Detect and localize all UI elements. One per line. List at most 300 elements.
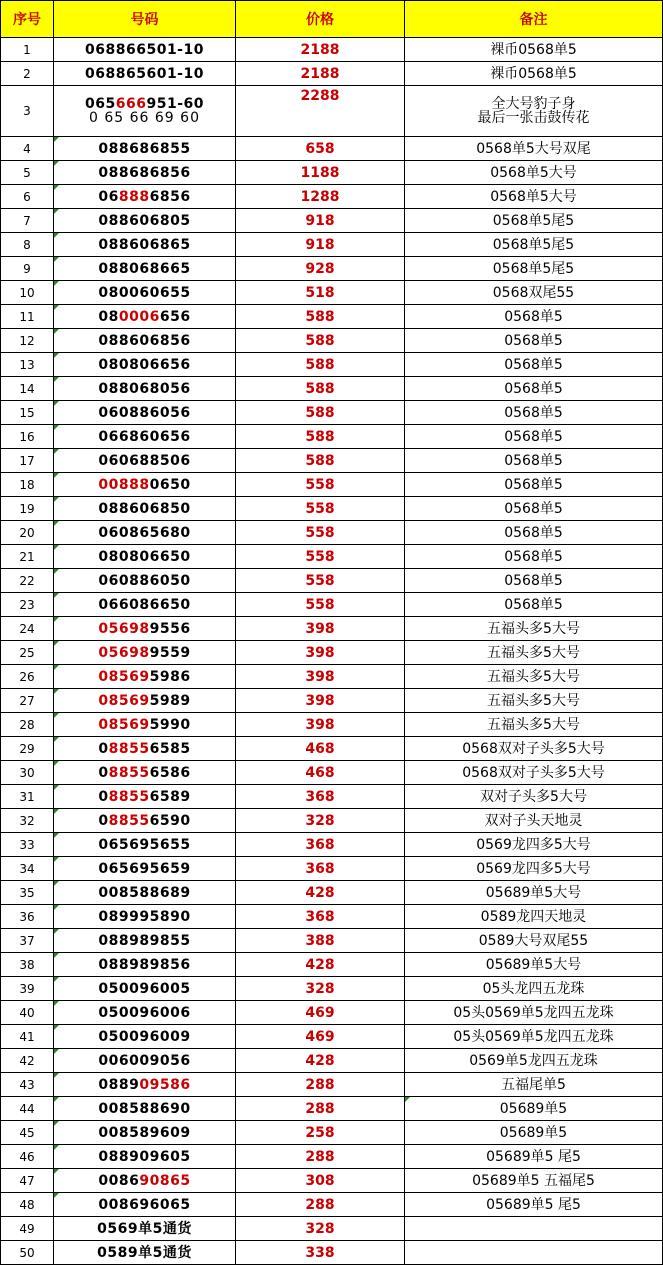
number-text [54, 550, 235, 564]
row-number [54, 137, 236, 161]
row-price: 469 [236, 1001, 405, 1025]
row-seq: 46 [1, 1145, 54, 1169]
number-segment: 6589 [149, 788, 191, 805]
row-seq: 47 [1, 1169, 54, 1193]
row-note [405, 281, 663, 305]
number-text [54, 958, 235, 972]
row-seq: 41 [1, 1025, 54, 1049]
row-number [54, 737, 236, 761]
row-price: 2188 [236, 38, 405, 62]
number-segment: 050096005 [98, 980, 191, 997]
number-segment: 060865680 [98, 524, 191, 541]
number-highlight: 08569 [98, 716, 150, 733]
row-number [54, 929, 236, 953]
note-text: 05689单5大号 [485, 884, 582, 901]
note-text: 0568单5尾5 [492, 260, 575, 277]
table-row [1, 785, 663, 809]
row-note [405, 641, 663, 665]
row-seq: 14 [1, 377, 54, 401]
row-seq: 18 [1, 473, 54, 497]
row-note [405, 1217, 663, 1241]
row-number [54, 1097, 236, 1121]
row-price: 2188 [236, 62, 405, 86]
table-row [1, 38, 663, 62]
comment-marker-icon [54, 545, 59, 550]
number-segment: 088606856 [98, 332, 191, 349]
note-text: 0589大号双尾55 [478, 932, 589, 949]
number-segment: 008589609 [98, 1124, 191, 1141]
row-price: 558 [236, 473, 405, 497]
number-segment: 088606805 [98, 212, 191, 229]
number-segment: 088606850 [98, 500, 191, 517]
number-segment: 050096006 [98, 1004, 191, 1021]
table-row [1, 857, 663, 881]
number-highlight: 05698 [98, 644, 150, 661]
note-text: 0569单5龙四五龙珠 [469, 1052, 598, 1069]
number-text [54, 1222, 235, 1236]
number-text [54, 838, 235, 852]
row-number [54, 881, 236, 905]
number-text [54, 1078, 235, 1092]
number-segment: 5990 [149, 716, 191, 733]
number-highlight: 05698 [98, 620, 150, 637]
row-note [405, 209, 663, 233]
number-highlight: 0006 [118, 308, 160, 325]
row-seq: 5 [1, 161, 54, 185]
row-number [54, 1193, 236, 1217]
note-text: 0568单5 [504, 524, 563, 541]
row-note [405, 1145, 663, 1169]
comment-marker-icon [54, 1049, 59, 1054]
table-row [1, 137, 663, 161]
number-segment: 008588690 [98, 1100, 191, 1117]
number-text [54, 526, 235, 540]
row-number [54, 1217, 236, 1241]
row-price: 658 [236, 137, 405, 161]
row-number [54, 62, 236, 86]
table-body [1, 38, 663, 1265]
note-text: 05头0569单5龙四五龙珠 [453, 1004, 614, 1021]
number-segment: 060688506 [98, 452, 191, 469]
row-price: 469 [236, 1025, 405, 1049]
table-row [1, 1169, 663, 1193]
row-note [405, 1241, 663, 1265]
row-number [54, 641, 236, 665]
header-number: 号码 [54, 1, 236, 38]
table-row [1, 809, 663, 833]
number-text [54, 766, 235, 780]
row-seq: 21 [1, 545, 54, 569]
row-number [54, 1073, 236, 1097]
note-text: 0589龙四天地灵 [480, 908, 587, 925]
row-price: 2288 [236, 86, 405, 137]
number-text [54, 622, 235, 636]
number-text [54, 1030, 235, 1044]
number-segment: 088989856 [98, 956, 191, 973]
table-row [1, 257, 663, 281]
comment-marker-icon [405, 1097, 410, 1102]
row-number [54, 305, 236, 329]
row-seq: 7 [1, 209, 54, 233]
row-seq: 17 [1, 449, 54, 473]
note-text: 0568单5尾5 [492, 212, 575, 229]
row-price: 558 [236, 593, 405, 617]
row-note [405, 1025, 663, 1049]
row-note [405, 137, 663, 161]
number-text [54, 1006, 235, 1020]
row-price: 588 [236, 377, 405, 401]
comment-marker-icon [54, 665, 59, 670]
row-number [54, 377, 236, 401]
comment-marker-icon [54, 497, 59, 502]
comment-marker-icon [54, 929, 59, 934]
row-price: 428 [236, 881, 405, 905]
number-text [54, 334, 235, 348]
comment-marker-icon [54, 305, 59, 310]
row-seq: 1 [1, 38, 54, 62]
note-text: 0568单5大号 [490, 164, 577, 181]
number-text [54, 598, 235, 612]
row-seq: 26 [1, 665, 54, 689]
row-seq: 13 [1, 353, 54, 377]
row-seq: 44 [1, 1097, 54, 1121]
table-row [1, 1097, 663, 1121]
row-number [54, 761, 236, 785]
row-seq: 33 [1, 833, 54, 857]
row-price: 398 [236, 617, 405, 641]
comment-marker-icon [54, 857, 59, 862]
number-text [54, 1198, 235, 1212]
number-segment: 0889 [98, 1076, 140, 1093]
number-segment: 060886056 [98, 404, 191, 421]
table-row [1, 62, 663, 86]
comment-marker-icon [54, 449, 59, 454]
row-number [54, 1121, 236, 1145]
note-text: 双对子头多5大号 [480, 788, 587, 805]
row-number [54, 857, 236, 881]
row-price: 428 [236, 1049, 405, 1073]
table-row [1, 713, 663, 737]
note-text: 0568单5 [504, 428, 563, 445]
row-price: 288 [236, 1193, 405, 1217]
row-note [405, 953, 663, 977]
note-text: 裸币0568单5 [490, 41, 577, 58]
note-text: 五福头多5大号 [487, 716, 580, 733]
table-row [1, 377, 663, 401]
table-row [1, 1193, 663, 1217]
row-price: 558 [236, 569, 405, 593]
row-seq: 28 [1, 713, 54, 737]
number-text [54, 718, 235, 732]
comment-marker-icon [54, 977, 59, 982]
header-price: 价格 [236, 1, 405, 38]
row-seq: 15 [1, 401, 54, 425]
number-text [54, 790, 235, 804]
comment-marker-icon [54, 353, 59, 358]
row-seq: 43 [1, 1073, 54, 1097]
row-price: 428 [236, 953, 405, 977]
number-segment: 008696065 [98, 1196, 191, 1213]
row-number [54, 809, 236, 833]
row-price: 398 [236, 713, 405, 737]
note-text: 五福尾单5 [501, 1076, 566, 1093]
row-price: 328 [236, 1217, 405, 1241]
row-number [54, 1169, 236, 1193]
row-price: 588 [236, 329, 405, 353]
row-number [54, 401, 236, 425]
row-seq: 40 [1, 1001, 54, 1025]
number-segment: 06 [98, 188, 119, 205]
row-number [54, 473, 236, 497]
number-segment: 0 [98, 812, 109, 829]
row-number [54, 497, 236, 521]
comment-marker-icon [54, 281, 59, 286]
row-number [54, 161, 236, 185]
comment-marker-icon [54, 713, 59, 718]
number-text [54, 67, 235, 81]
row-seq: 50 [1, 1241, 54, 1265]
row-price: 588 [236, 425, 405, 449]
table-row [1, 329, 663, 353]
row-seq: 34 [1, 857, 54, 881]
comment-marker-icon [54, 377, 59, 382]
number-text [54, 670, 235, 684]
row-note [405, 1169, 663, 1193]
row-seq: 11 [1, 305, 54, 329]
row-number [54, 185, 236, 209]
number-text [54, 142, 235, 156]
note-text: 全大号豹子身 [491, 96, 576, 112]
table-row [1, 353, 663, 377]
note-text: 05689单5 尾5 [486, 1196, 581, 1213]
row-price: 388 [236, 929, 405, 953]
number-text [54, 574, 235, 588]
number-segment: 068866501-10 [85, 41, 204, 58]
row-price: 1188 [236, 161, 405, 185]
comment-marker-icon [54, 569, 59, 574]
comment-marker-icon [54, 953, 59, 958]
row-number [54, 1025, 236, 1049]
comment-marker-icon [54, 257, 59, 262]
table-row [1, 1217, 663, 1241]
table-row [1, 401, 663, 425]
number-highlight: 888 [118, 188, 150, 205]
row-number [54, 209, 236, 233]
number-highlight: 90865 [139, 1172, 191, 1189]
comment-marker-icon [54, 161, 59, 166]
number-segment: 5989 [149, 692, 191, 709]
row-price: 258 [236, 1121, 405, 1145]
note-text: 0569龙四多5大号 [476, 860, 591, 877]
number-spaced-text: 0 65 66 69 60 [89, 110, 200, 126]
note-text: 0568双尾55 [492, 284, 575, 301]
row-note [405, 329, 663, 353]
row-price: 328 [236, 809, 405, 833]
row-number [54, 281, 236, 305]
row-note [405, 497, 663, 521]
row-note [405, 1073, 663, 1097]
table-row [1, 497, 663, 521]
row-number [54, 665, 236, 689]
row-price: 288 [236, 1145, 405, 1169]
number-segment: 6585 [149, 740, 191, 757]
row-note [405, 161, 663, 185]
row-seq: 45 [1, 1121, 54, 1145]
number-segment: 088606865 [98, 236, 191, 253]
number-segment: 089995890 [98, 908, 191, 925]
number-text [54, 1174, 235, 1188]
comment-marker-icon [54, 521, 59, 526]
number-segment: 088068665 [98, 260, 191, 277]
row-price: 328 [236, 977, 405, 1001]
row-seq: 20 [1, 521, 54, 545]
row-seq: 25 [1, 641, 54, 665]
table-row [1, 1145, 663, 1169]
comment-marker-icon [54, 473, 59, 478]
table-row [1, 209, 663, 233]
row-number [54, 953, 236, 977]
row-price: 588 [236, 353, 405, 377]
note-text: 0568单5 [504, 596, 563, 613]
table-row [1, 689, 663, 713]
comment-marker-icon [54, 1121, 59, 1126]
row-seq: 29 [1, 737, 54, 761]
row-number [54, 38, 236, 62]
row-seq: 30 [1, 761, 54, 785]
comment-marker-icon [54, 1193, 59, 1198]
number-segment: 008588689 [98, 884, 191, 901]
note-text: 0569龙四多5大号 [476, 836, 591, 853]
number-text [54, 382, 235, 396]
row-note [405, 905, 663, 929]
row-price: 558 [236, 497, 405, 521]
number-segment: 0 [98, 740, 109, 757]
row-note [405, 713, 663, 737]
row-note [405, 425, 663, 449]
row-price: 398 [236, 665, 405, 689]
table-row [1, 593, 663, 617]
table-row [1, 833, 663, 857]
row-price: 588 [236, 305, 405, 329]
table-row [1, 665, 663, 689]
comment-marker-icon [54, 1169, 59, 1174]
note-text: 0568单5大号双尾 [476, 140, 591, 157]
row-price: 368 [236, 833, 405, 857]
note-text: 05头龙四五龙珠 [482, 980, 585, 997]
row-note [405, 1193, 663, 1217]
row-number [54, 329, 236, 353]
number-highlight: 8855 [108, 812, 150, 829]
row-number [54, 569, 236, 593]
row-price: 308 [236, 1169, 405, 1193]
comment-marker-icon [54, 401, 59, 406]
comment-marker-icon [54, 737, 59, 742]
row-note [405, 449, 663, 473]
row-seq: 39 [1, 977, 54, 1001]
note-text: 05689单5大号 [485, 956, 582, 973]
row-note [405, 857, 663, 881]
comment-marker-icon [54, 329, 59, 334]
table-row [1, 305, 663, 329]
row-note [405, 38, 663, 62]
table-row [1, 1241, 663, 1265]
table-row [1, 617, 663, 641]
number-highlight: 08569 [98, 692, 150, 709]
note-text: 0568单5 [504, 332, 563, 349]
comment-marker-icon [54, 617, 59, 622]
row-note [405, 761, 663, 785]
table-row [1, 641, 663, 665]
row-number [54, 1049, 236, 1073]
comment-marker-icon [54, 785, 59, 790]
row-seq: 48 [1, 1193, 54, 1217]
number-segment: 08 [98, 308, 119, 325]
note-text: 05689单5 [499, 1100, 568, 1117]
comment-marker-icon [54, 905, 59, 910]
table-row [1, 977, 663, 1001]
row-seq: 37 [1, 929, 54, 953]
number-highlight: 666 [115, 96, 147, 112]
note-text: 0568单5 [504, 572, 563, 589]
number-text [54, 1054, 235, 1068]
number-text [54, 43, 235, 57]
number-text [54, 310, 235, 324]
row-price: 918 [236, 209, 405, 233]
row-number [54, 353, 236, 377]
number-segment: 0650 [149, 476, 191, 493]
comment-marker-icon [54, 233, 59, 238]
number-segment: 088068056 [98, 380, 191, 397]
number-text [54, 886, 235, 900]
number-text [54, 286, 235, 300]
row-price: 588 [236, 401, 405, 425]
comment-marker-icon [54, 425, 59, 430]
table-row [1, 905, 663, 929]
row-price: 918 [236, 233, 405, 257]
note-text: 五福头多5大号 [487, 644, 580, 661]
table-row [1, 521, 663, 545]
row-seq: 6 [1, 185, 54, 209]
row-price: 368 [236, 905, 405, 929]
note-text: 05689单5 [499, 1124, 568, 1141]
note-text: 0568单5 [504, 476, 563, 493]
number-segment: 068865601-10 [85, 65, 204, 82]
table-row [1, 761, 663, 785]
number-segment: 5986 [149, 668, 191, 685]
row-price: 398 [236, 689, 405, 713]
row-number [54, 977, 236, 1001]
table-row [1, 86, 663, 137]
row-price: 588 [236, 449, 405, 473]
row-seq: 32 [1, 809, 54, 833]
table-row [1, 161, 663, 185]
row-note [405, 473, 663, 497]
row-note [405, 593, 663, 617]
number-text [54, 814, 235, 828]
table-row [1, 425, 663, 449]
row-seq: 2 [1, 62, 54, 86]
row-note [405, 521, 663, 545]
number-text [54, 1246, 235, 1260]
row-seq: 12 [1, 329, 54, 353]
header-row [1, 1, 663, 38]
number-segment: 0086 [98, 1172, 140, 1189]
number-segment: 088989855 [98, 932, 191, 949]
comment-marker-icon [54, 761, 59, 766]
row-price: 928 [236, 257, 405, 281]
number-segment: 065695655 [98, 836, 191, 853]
row-note [405, 569, 663, 593]
